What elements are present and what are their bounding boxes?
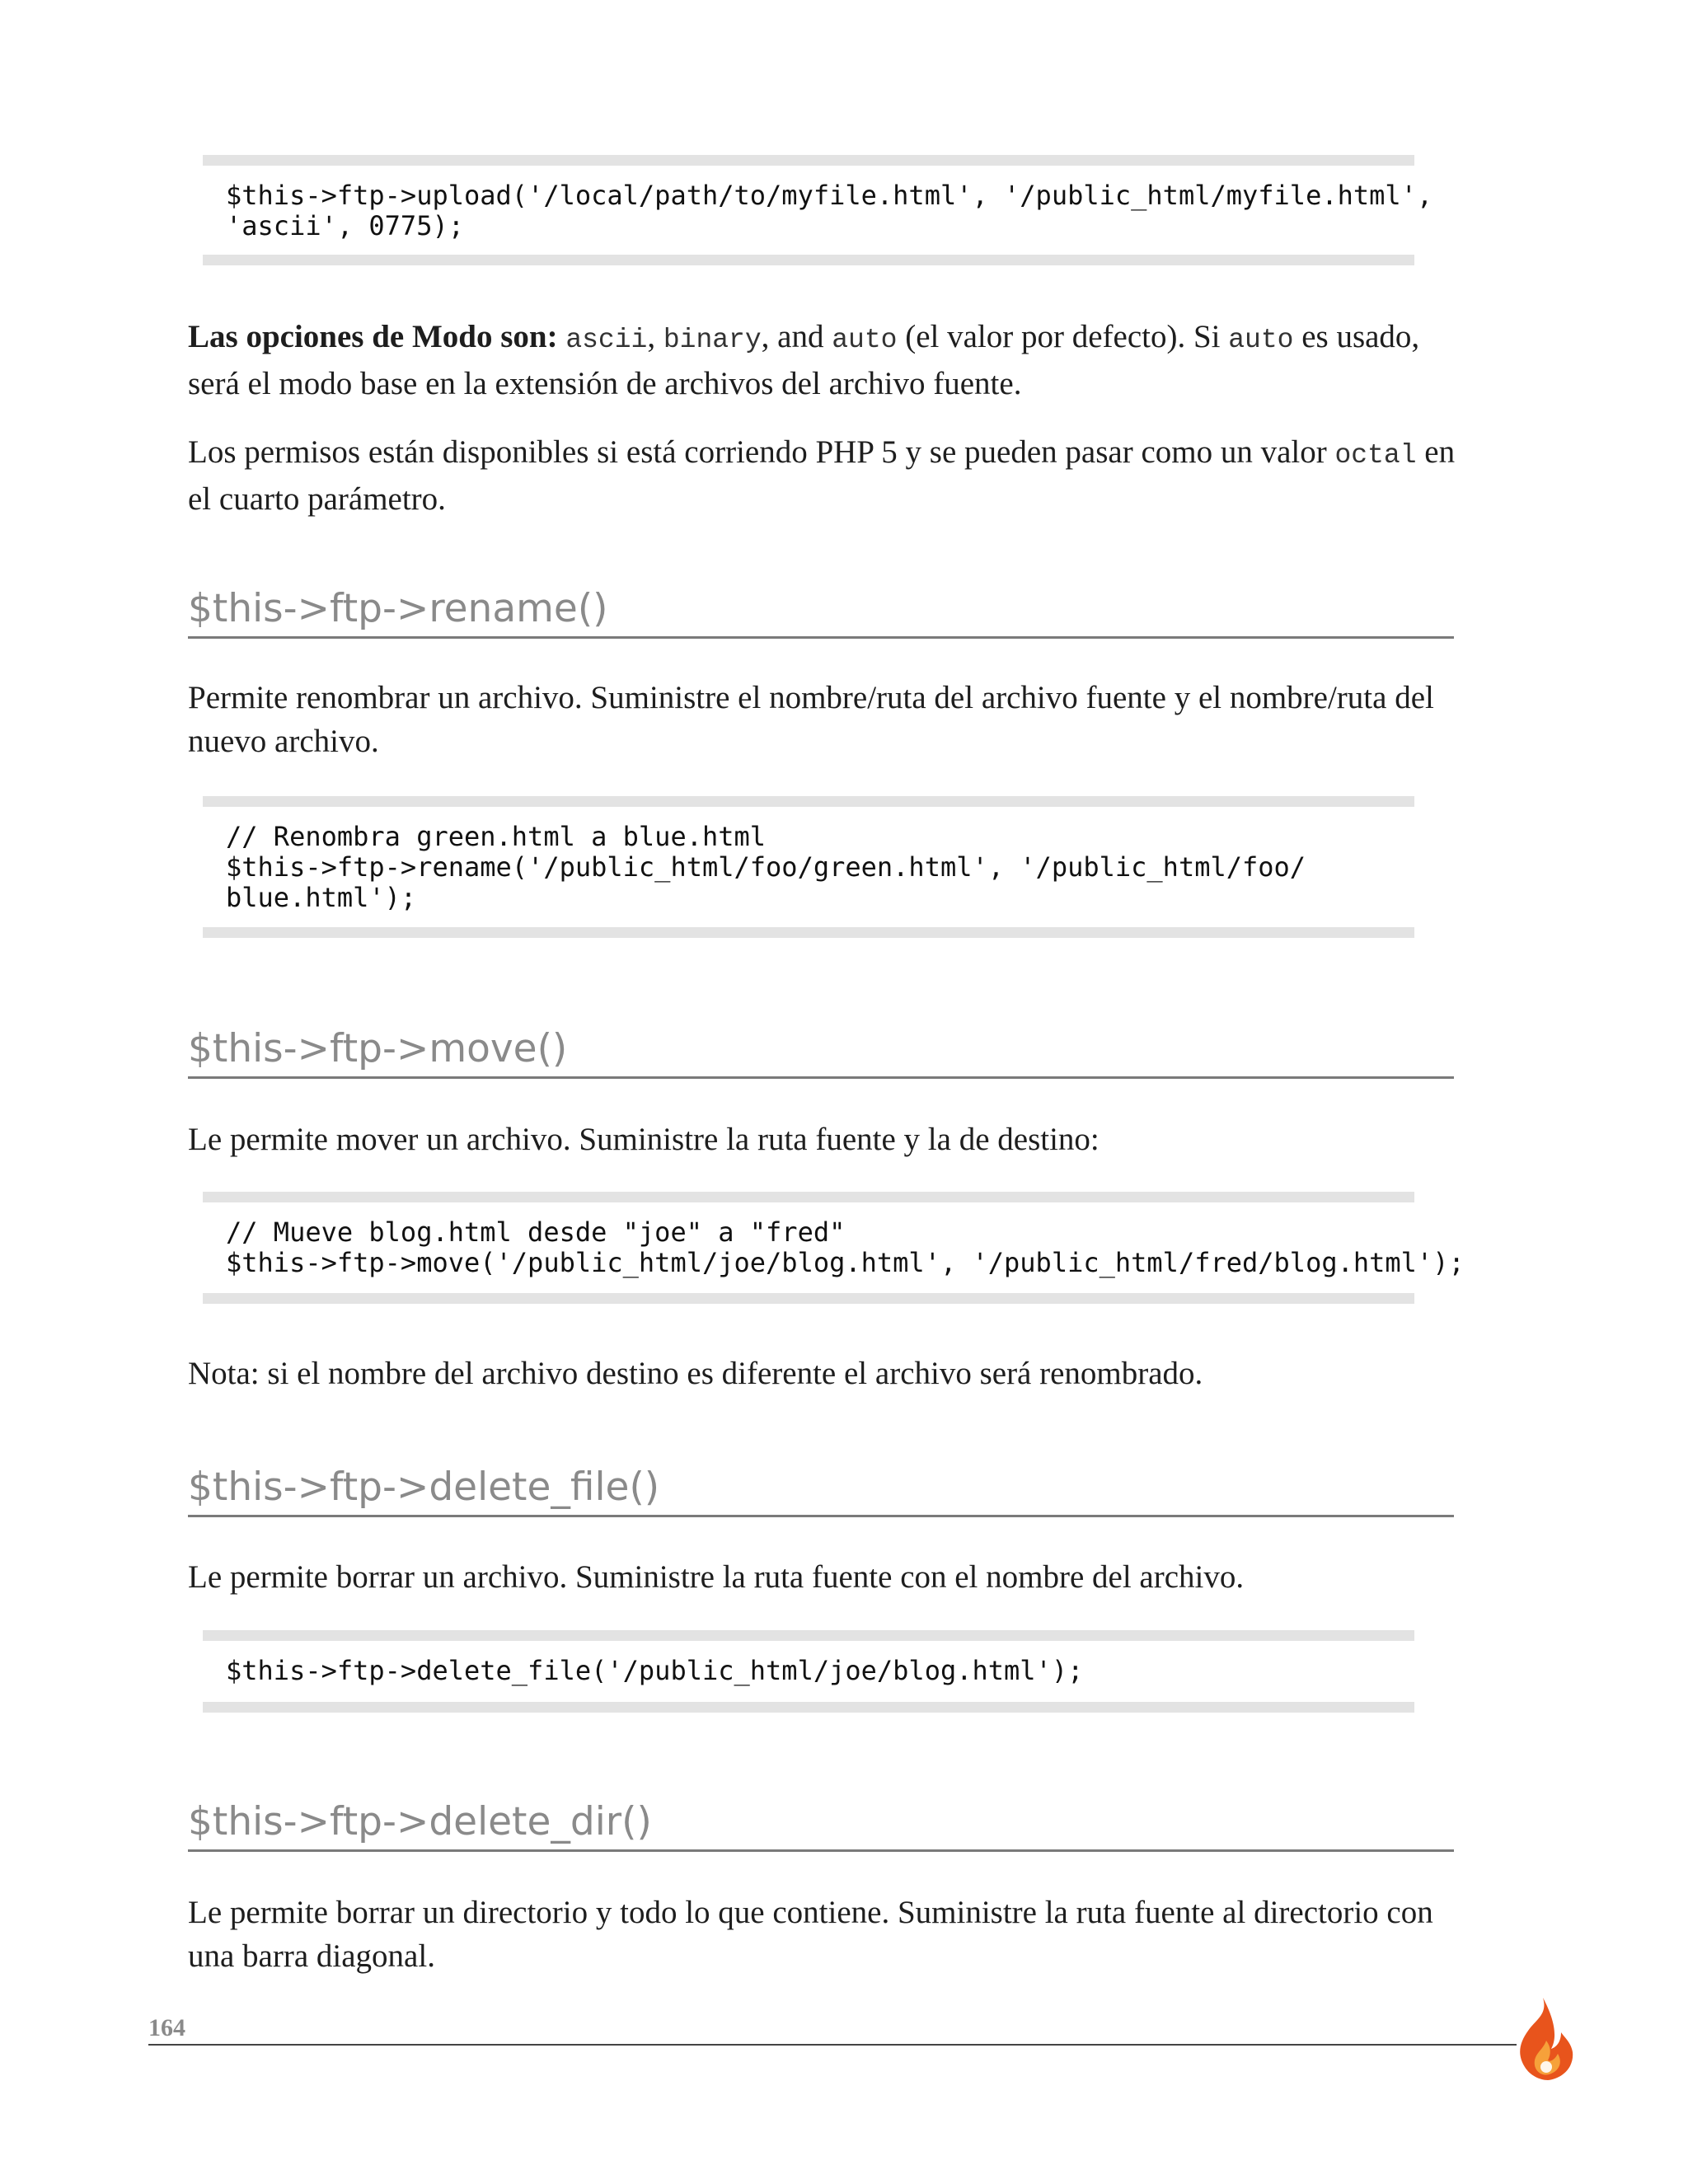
heading-rename: $this->ftp->rename() — [188, 583, 1454, 639]
code-line: blue.html'); — [226, 882, 417, 913]
code-line: // Mueve blog.html desde "joe" a "fred" — [226, 1216, 846, 1248]
code-block-rename — [203, 796, 1414, 938]
code-line: $this->ftp->move('/public_html/joe/blog.html', '/public_html/fred/blog.html'); — [226, 1247, 1465, 1278]
modes-end-text: es usado, será el modo base en la extensión de archivos del archivo fuente. — [188, 319, 1420, 401]
mode-ascii: ascii — [565, 325, 648, 355]
code-line: $this->ftp->delete_file('/public_html/joe/blog.html'); — [226, 1655, 1084, 1686]
code-line: 'ascii', 0775); — [226, 210, 464, 241]
modes-default-text: (el valor por defecto). Si — [905, 319, 1221, 354]
code-line: $this->ftp->rename('/public_html/foo/green.html', '/public_html/foo/ — [226, 851, 1306, 883]
move-note: Nota: si el nombre del archivo destino es diferente el archivo será renombrado. — [188, 1356, 1203, 1391]
permissions-text: Los permisos están disponibles si está corriendo PHP 5 y se pueden pasar como un valor — [188, 434, 1327, 470]
delete-file-description: Le permite borrar un archivo. Suministre la ruta fuente con el nombre del archivo. — [188, 1559, 1245, 1595]
flame-logo-icon — [1500, 1994, 1582, 2085]
code-block-upload — [203, 155, 1433, 265]
heading-delete-file: $this->ftp->delete_file() — [188, 1462, 1454, 1517]
modes-paragraph — [188, 315, 1474, 405]
separator: , and — [761, 319, 824, 354]
rename-description: Permite renombrar un archivo. Suministre el nombre/ruta del archivo fuente y el nombre/ruta del nuevo archivo. — [188, 680, 1434, 759]
code-line: $this->ftp->upload('/local/path/to/myfile.html', '/public_html/myfile.html', — [226, 180, 1433, 211]
code-block-delete-file — [203, 1630, 1414, 1713]
page-number: 164 — [148, 2014, 185, 2041]
heading-move: $this->ftp->move() — [188, 1024, 1454, 1079]
mode-auto: auto — [832, 325, 898, 355]
octal-keyword: octal — [1334, 440, 1417, 471]
heading-delete-dir: $this->ftp->delete_dir() — [188, 1797, 1454, 1852]
mode-auto-inline: auto — [1228, 325, 1294, 355]
permissions-end-text: en el cuarto parámetro. — [188, 434, 1456, 517]
mode-binary: binary — [663, 325, 762, 355]
code-line: // Renombra green.html a blue.html — [226, 821, 767, 852]
code-block-move — [203, 1192, 1465, 1304]
footer-rule — [148, 2044, 1517, 2046]
move-description: Le permite mover un archivo. Suministre la ruta fuente y la de destino: — [188, 1122, 1100, 1157]
delete-dir-description: Le permite borrar un directorio y todo lo que contiene. Suministre la ruta fuente al directorio con una barra diagonal. — [188, 1895, 1433, 1974]
separator: , — [647, 319, 656, 354]
modes-label: Las opciones de Modo son: — [188, 319, 558, 354]
permissions-paragraph — [188, 430, 1474, 521]
